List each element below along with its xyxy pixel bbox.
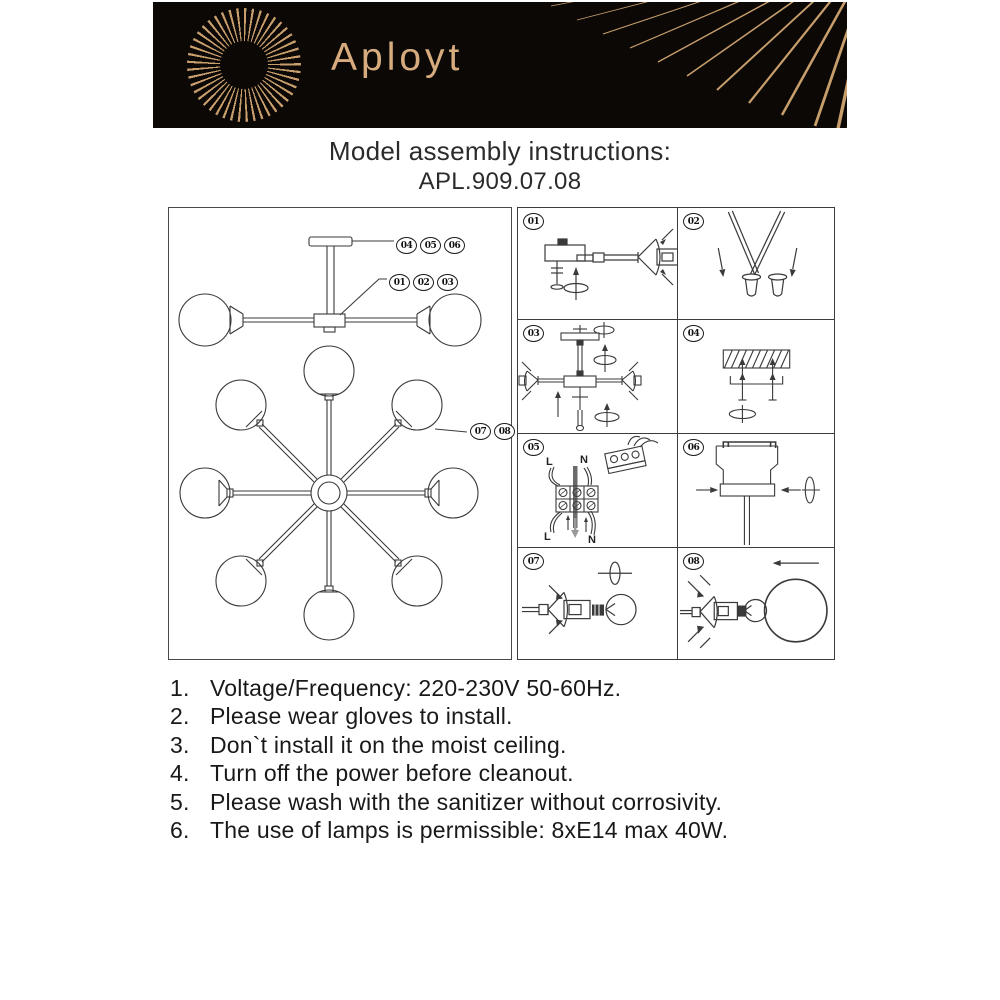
- step-panel-05: [518, 434, 678, 548]
- step-panel-04: [678, 320, 834, 434]
- instruction-number: 2.: [170, 703, 190, 730]
- instruction-item: [170, 731, 728, 759]
- step-number-badge: 02: [683, 213, 704, 230]
- instruction-item: [170, 816, 728, 844]
- step-number-badge: 01: [523, 213, 544, 230]
- instruction-number: 6.: [170, 817, 190, 844]
- page-title: Model assembly instructions:: [328, 136, 672, 166]
- step-panel-08: [678, 548, 834, 659]
- step-number-badge: 08: [683, 553, 704, 570]
- step-number-badge: 06: [683, 439, 704, 456]
- step-panel-02: [678, 208, 834, 320]
- instruction-item: [170, 674, 728, 702]
- chandelier-top-view: [180, 346, 478, 640]
- callout-06: 06: [444, 237, 465, 254]
- instruction-number: 4.: [170, 760, 190, 787]
- decorative-rays-icon: [153, 2, 847, 128]
- instruction-number: 3.: [170, 731, 190, 758]
- assembly-steps-grid: [517, 207, 835, 660]
- instruction-item: [170, 759, 728, 787]
- callout-01: 01: [389, 274, 410, 291]
- step-number-badge: 04: [683, 325, 704, 342]
- instruction-item: [170, 702, 728, 730]
- callout-08: 08: [494, 423, 515, 440]
- instruction-text: The use of lamps is permissible: 8xE14 max 40W.: [210, 817, 729, 844]
- chandelier-overview-diagram: [168, 207, 512, 660]
- step-panel-06: [678, 434, 834, 548]
- instruction-number: 1.: [170, 675, 190, 701]
- callout-07: 07: [470, 423, 491, 440]
- wire-label-neutral-top: N: [580, 454, 588, 466]
- instruction-text: Voltage/Frequency: 220-230V 50-60Hz.: [210, 675, 622, 701]
- callout-02: 02: [413, 274, 434, 291]
- instruction-text: Please wash with the sanitizer without corrosivity.: [210, 788, 723, 815]
- callout-04: 04: [396, 237, 417, 254]
- brand-wordmark: Aployt: [331, 36, 464, 79]
- callout-03: 03: [437, 274, 458, 291]
- instruction-text: Please wear gloves to install.: [210, 703, 513, 730]
- callout-group-shade: [470, 423, 515, 440]
- brand-banner: [153, 2, 847, 128]
- instruction-text: Turn off the power before cleanout.: [210, 760, 574, 787]
- step-panel-07: [518, 548, 678, 659]
- wire-label-live-top: L: [546, 456, 553, 468]
- instruction-item: [170, 788, 728, 816]
- step-number-badge: 03: [523, 325, 544, 342]
- wire-label-live-bottom: L: [544, 531, 551, 543]
- model-number: APL.909.07.08: [418, 168, 582, 195]
- step-panel-01: [518, 208, 678, 320]
- instruction-list: [170, 674, 728, 844]
- step-panel-03: [518, 320, 678, 434]
- callout-05: 05: [420, 237, 441, 254]
- instruction-number: 5.: [170, 788, 190, 815]
- callout-group-hub: [389, 274, 458, 291]
- step-number-badge: 05: [523, 439, 544, 456]
- instruction-text: Don`t install it on the moist ceiling.: [210, 731, 567, 758]
- wire-label-neutral-bottom: N: [588, 534, 596, 546]
- callout-group-mount: [396, 237, 465, 254]
- step-number-badge: 07: [523, 553, 544, 570]
- chandelier-drawing: [169, 208, 511, 659]
